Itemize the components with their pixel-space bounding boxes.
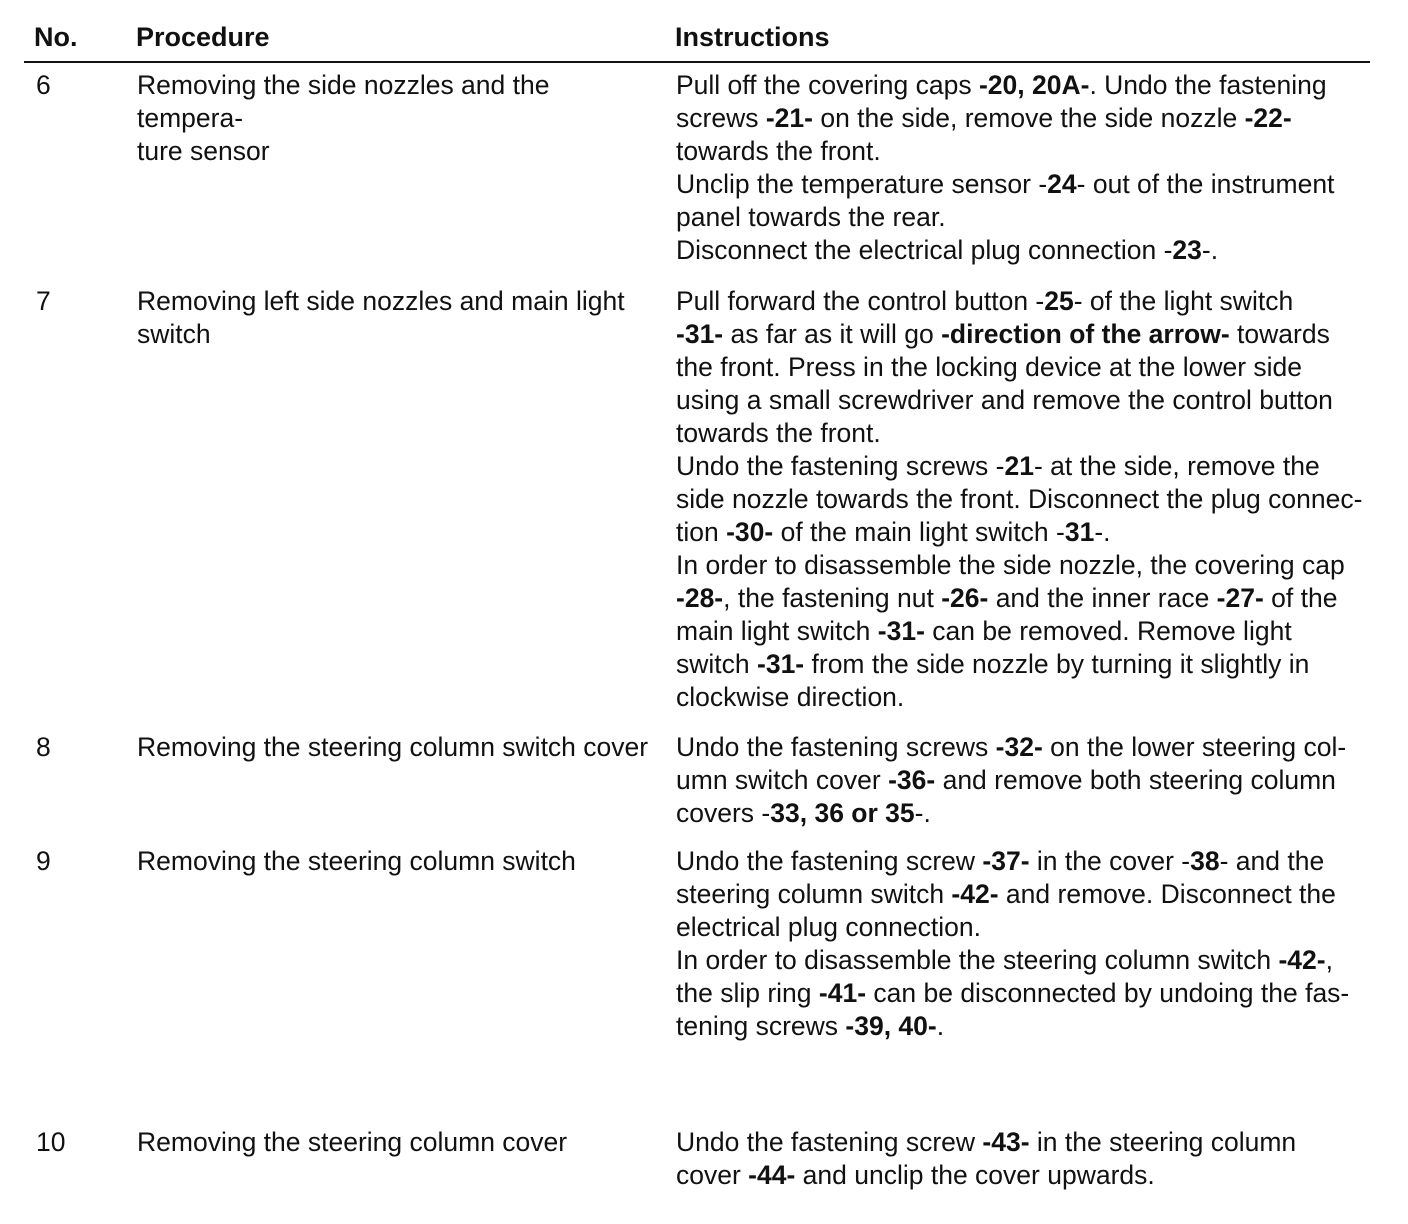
instruction-text: in the cover -	[1029, 846, 1191, 876]
procedure-line: ture sensor	[137, 136, 270, 166]
instruction-text: panel towards the rear.	[676, 202, 946, 232]
instruction-line	[676, 764, 1366, 797]
instruction-text: as far as it will go	[723, 319, 942, 349]
instruction-text: can be disconnected by undoing the fas-	[866, 978, 1350, 1008]
instruction-line	[676, 615, 1366, 648]
part-reference: -43-	[982, 1127, 1030, 1157]
procedure-cell	[137, 1126, 662, 1159]
instruction-text: ,	[1325, 945, 1333, 975]
instruction-line	[676, 483, 1366, 516]
instruction-text: -.	[1201, 235, 1219, 265]
instruction-text: the slip ring	[676, 978, 819, 1008]
procedure-cell	[137, 69, 662, 168]
instruction-text: Undo the fastening screw	[676, 846, 983, 876]
instruction-line	[676, 845, 1366, 878]
instruction-line	[676, 285, 1366, 318]
instruction-text: of the main light switch -	[773, 517, 1065, 547]
instructions-cell	[676, 1126, 1366, 1192]
instruction-line	[676, 135, 1366, 168]
part-reference: -32-	[995, 732, 1043, 762]
instruction-text: umn switch cover	[676, 765, 889, 795]
part-reference: 21	[1004, 451, 1034, 481]
instruction-text: can be removed. Remove light	[924, 616, 1292, 646]
instructions-cell	[676, 845, 1366, 1043]
instruction-line	[676, 797, 1366, 830]
part-reference: -direction of the arrow-	[941, 319, 1230, 349]
procedure-cell	[137, 285, 662, 351]
instruction-line	[676, 1159, 1366, 1192]
instruction-text: -.	[1094, 517, 1111, 547]
instruction-text: Undo the fastening screw	[676, 1127, 983, 1157]
row-number: 10	[36, 1127, 66, 1157]
part-reference: 24	[1047, 169, 1077, 199]
instruction-text: steering column switch	[676, 879, 952, 909]
part-reference: -31-	[757, 649, 805, 679]
procedure-cell	[137, 731, 662, 764]
part-reference: -36-	[888, 765, 936, 795]
instruction-line	[676, 878, 1366, 911]
instruction-text: main light switch	[676, 616, 878, 646]
instruction-text: towards the front.	[676, 136, 881, 166]
instruction-line	[676, 450, 1366, 483]
instruction-line	[676, 102, 1366, 135]
instruction-text: the front. Press in the locking device at the lower side	[676, 352, 1303, 382]
part-reference: 25	[1044, 286, 1074, 316]
instruction-text: and remove. Disconnect the	[998, 879, 1336, 909]
part-reference: 31	[1064, 517, 1095, 547]
instruction-line	[676, 681, 1366, 714]
instruction-text: on the side, remove the side nozzle	[812, 103, 1245, 133]
instruction-text: screws	[676, 103, 766, 133]
instruction-line	[676, 944, 1366, 977]
instruction-line	[676, 384, 1366, 417]
instruction-text: and unclip the cover upwards.	[795, 1160, 1155, 1190]
part-reference: -31-	[676, 319, 724, 349]
instruction-text: .	[936, 1011, 945, 1041]
instruction-text: covers -	[676, 798, 771, 828]
instruction-text: Pull forward the control button -	[676, 286, 1045, 316]
part-reference: -41-	[818, 978, 867, 1008]
procedure-line: Removing the steering column switch	[137, 846, 576, 876]
part-reference: 38	[1190, 846, 1220, 876]
instruction-text: towards the front.	[676, 418, 881, 448]
part-reference: -30-	[726, 517, 774, 547]
part-reference: -21-	[765, 103, 813, 133]
part-reference: -27-	[1216, 583, 1264, 613]
procedure-line: Removing the steering column cover	[137, 1127, 568, 1157]
instruction-text: side nozzle towards the front. Disconnect the plug connec-	[676, 484, 1363, 514]
instruction-line	[676, 648, 1366, 681]
instruction-text: - of the light switch	[1073, 286, 1294, 316]
instruction-line	[676, 318, 1366, 351]
header-rule	[24, 61, 1370, 63]
instruction-line	[676, 417, 1366, 450]
part-reference: -42-	[951, 879, 999, 909]
part-reference: -39, 40-	[845, 1011, 937, 1041]
part-reference: -20, 20A-	[978, 70, 1090, 100]
part-reference: -22-	[1244, 103, 1292, 133]
instruction-text: towards	[1229, 319, 1330, 349]
table-header	[0, 20, 1408, 60]
instruction-text: Pull off the covering caps	[676, 70, 979, 100]
part-reference: -44-	[748, 1160, 796, 1190]
instruction-text: using a small screwdriver and remove the control button	[676, 385, 1333, 415]
instruction-text: on the lower steering col-	[1042, 732, 1347, 762]
procedure-line: Removing the side nozzles and the tempera-	[137, 70, 550, 133]
instruction-text: Unclip the temperature sensor -	[676, 169, 1048, 199]
header-procedure: Procedure	[136, 22, 270, 52]
part-reference: -31-	[877, 616, 925, 646]
instruction-line	[676, 549, 1366, 582]
instruction-text: Undo the fastening screws	[676, 732, 996, 762]
instruction-line	[676, 168, 1366, 201]
row-number: 8	[36, 732, 51, 762]
instruction-text: from the side nozzle by turning it slightly in	[804, 649, 1310, 679]
instruction-text: , the fastening nut	[723, 583, 942, 613]
instruction-line	[676, 911, 1366, 944]
instruction-text: - at the side, remove the	[1033, 451, 1320, 481]
part-reference: -42-	[1278, 945, 1326, 975]
instruction-line	[676, 1126, 1366, 1159]
part-reference: -26-	[941, 583, 989, 613]
row-number: 9	[36, 846, 51, 876]
instruction-line	[676, 351, 1366, 384]
instruction-line	[676, 516, 1366, 549]
part-reference: 33, 36 or 35	[770, 798, 915, 828]
instruction-line	[676, 731, 1366, 764]
instruction-text: in the steering column	[1029, 1127, 1297, 1157]
procedure-line: Removing left side nozzles and main light	[137, 286, 625, 316]
instruction-text: switch	[676, 649, 757, 679]
instruction-line	[676, 69, 1366, 102]
instruction-text: - and the	[1219, 846, 1325, 876]
part-reference: 23	[1172, 235, 1202, 265]
procedure-line: switch	[137, 319, 211, 349]
instruction-text: . Undo the fastening	[1089, 70, 1327, 100]
instruction-text: Disconnect the electrical plug connection -	[676, 235, 1173, 265]
instruction-line	[676, 582, 1366, 615]
instruction-text: and the inner race	[988, 583, 1217, 613]
row-number: 6	[36, 70, 51, 100]
instruction-text: of the	[1263, 583, 1338, 613]
row-number: 7	[36, 286, 51, 316]
instruction-text: and remove both steering column	[935, 765, 1336, 795]
header-no: No.	[34, 22, 78, 52]
instruction-line	[676, 234, 1366, 267]
procedure-cell	[137, 845, 662, 878]
instruction-text: - out of the instrument	[1076, 169, 1335, 199]
instruction-text: In order to disassemble the steering column switch	[676, 945, 1279, 975]
instruction-line	[676, 201, 1366, 234]
instructions-cell	[676, 285, 1366, 714]
instruction-text: cover	[676, 1160, 749, 1190]
instruction-text: In order to disassemble the side nozzle, the covering cap	[676, 550, 1345, 580]
part-reference: -37-	[982, 846, 1030, 876]
instructions-cell	[676, 69, 1366, 267]
instruction-text: Undo the fastening screws -	[676, 451, 1005, 481]
instruction-text: clockwise direction.	[676, 682, 905, 712]
instruction-line	[676, 1010, 1366, 1043]
instruction-text: electrical plug connection.	[676, 912, 981, 942]
instruction-text: -.	[914, 798, 931, 828]
part-reference: -28-	[676, 583, 724, 613]
instruction-line	[676, 977, 1366, 1010]
instruction-text: tion	[676, 517, 727, 547]
instructions-cell	[676, 731, 1366, 830]
instruction-text: tening screws	[676, 1011, 846, 1041]
header-instructions: Instructions	[675, 22, 830, 52]
procedure-line: Removing the steering column switch cover	[137, 732, 649, 762]
